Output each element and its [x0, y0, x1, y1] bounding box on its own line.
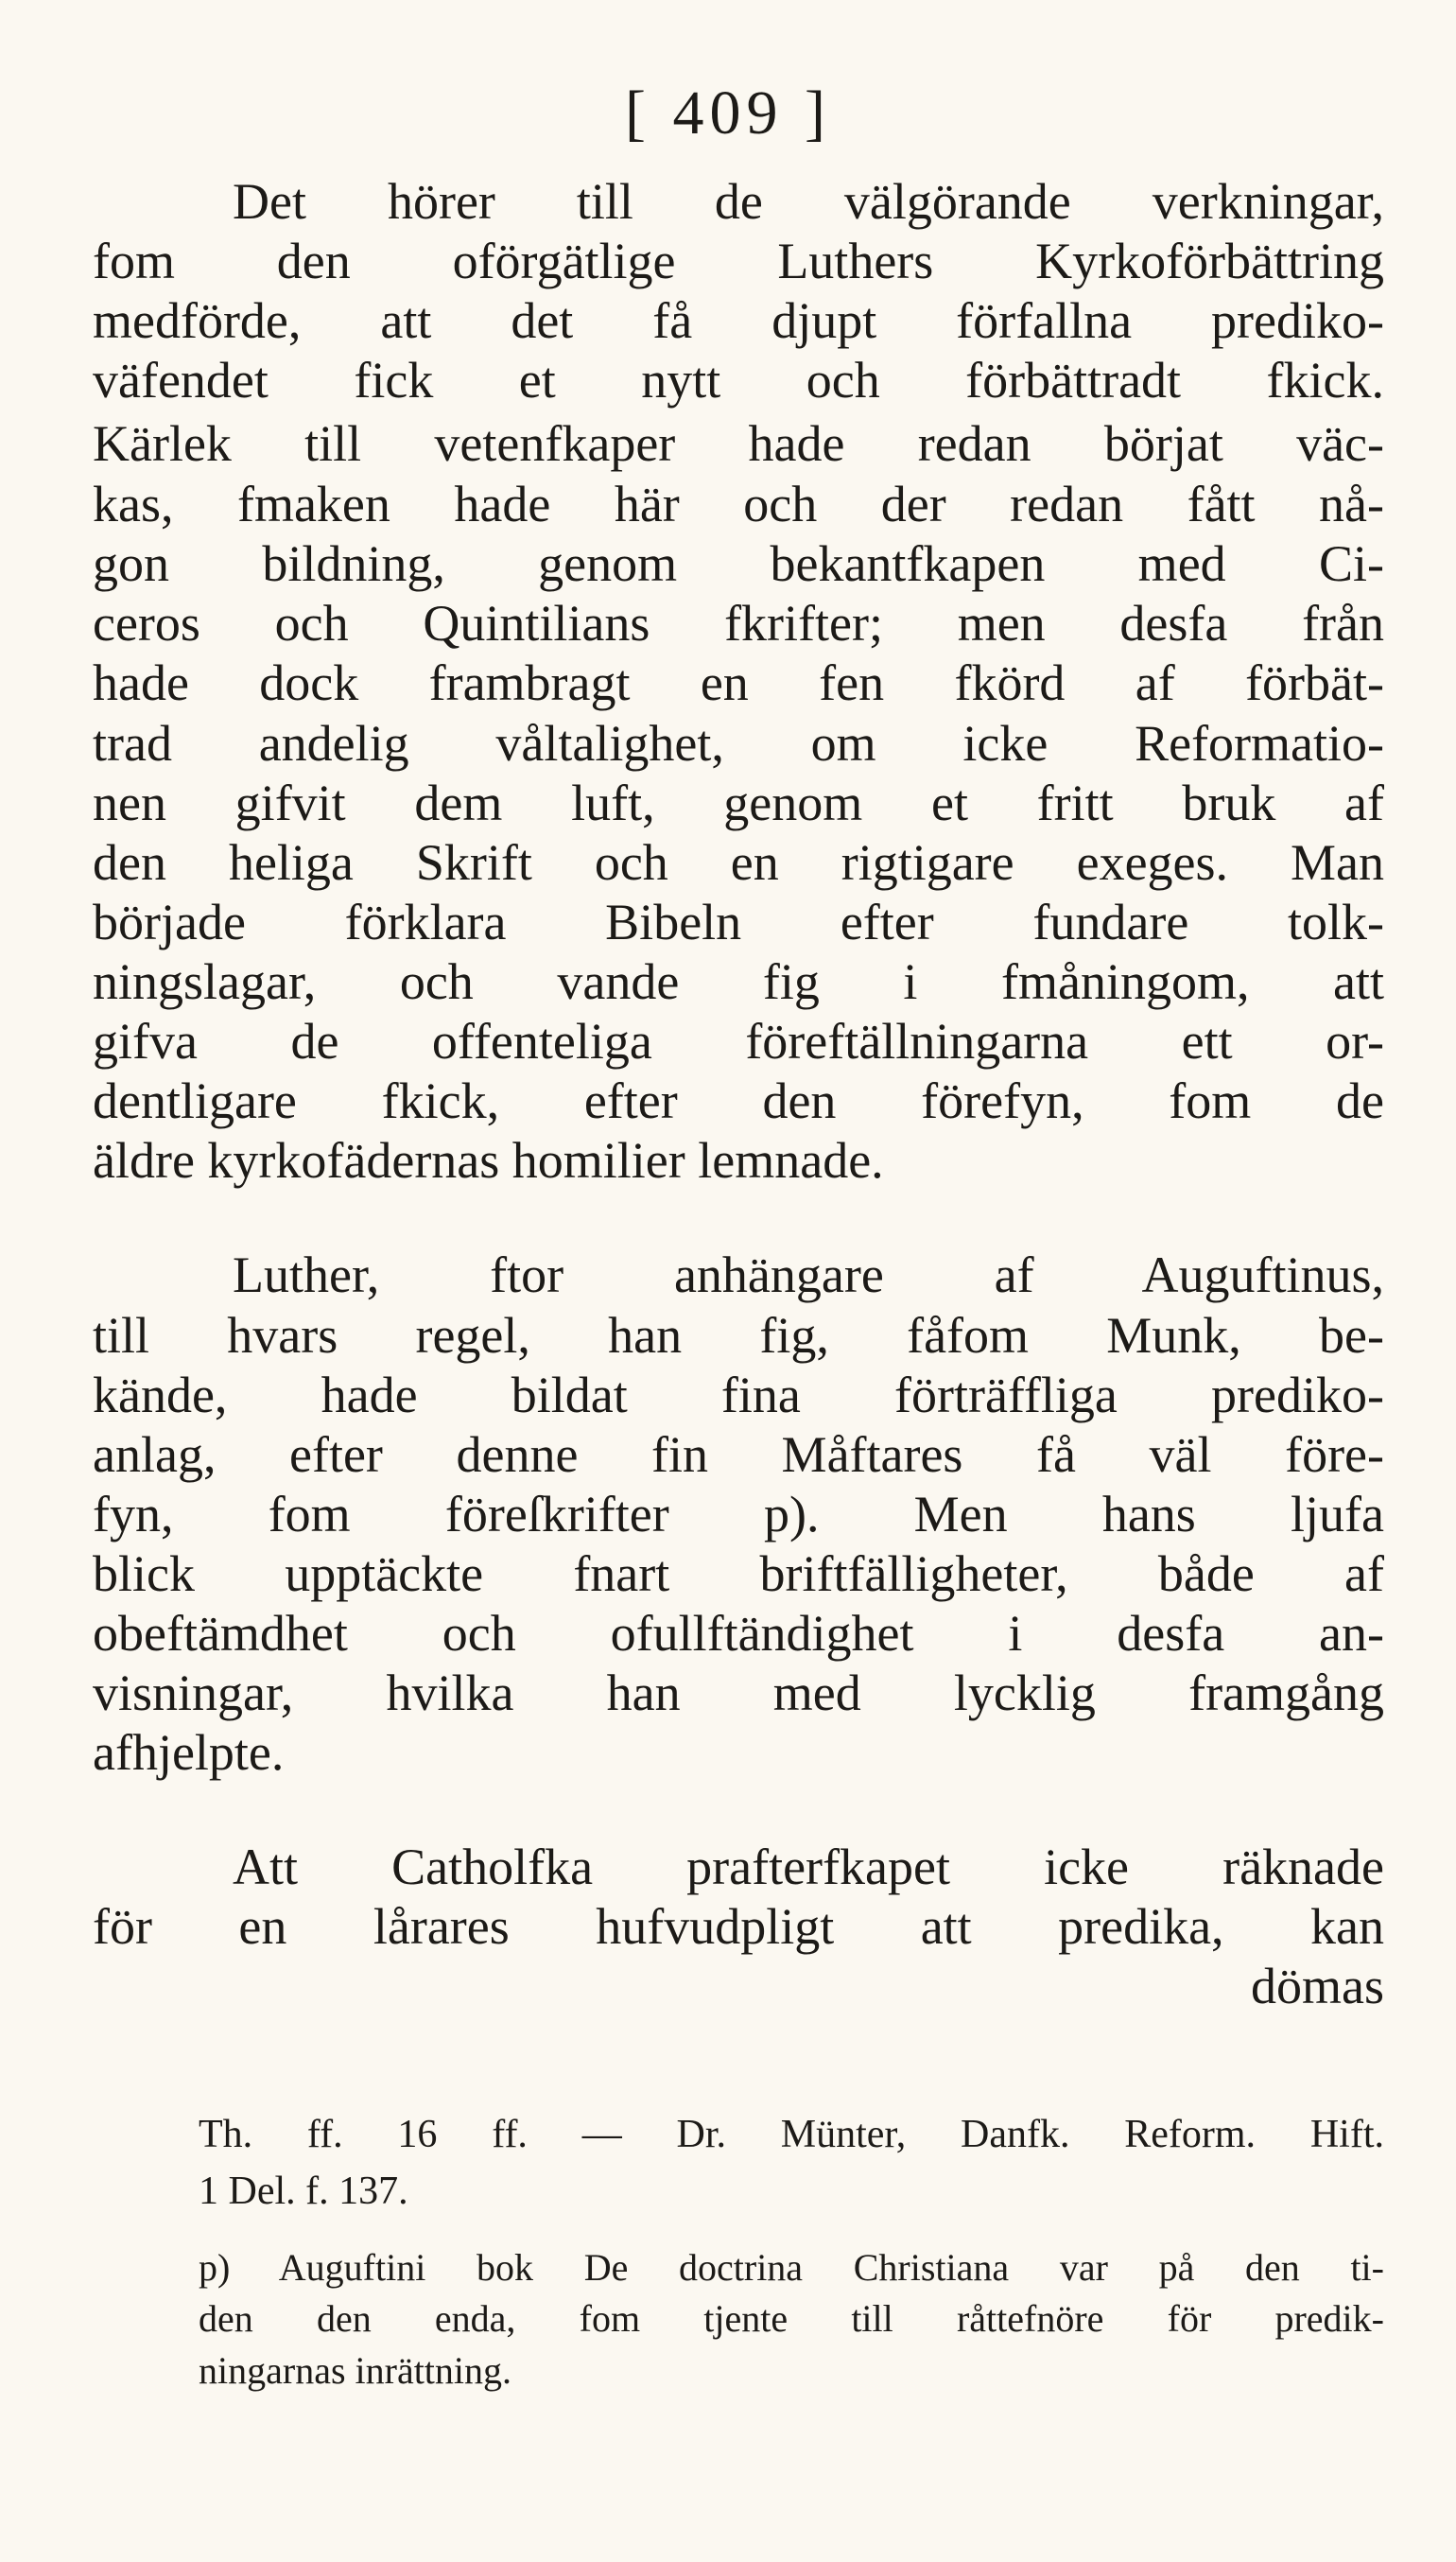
text-line: kas, fmaken hade här och der redan fått nå-: [93, 476, 1384, 532]
text-line: började förklara Bibeln efter fundare tolk-: [93, 894, 1384, 950]
text-line: nen gifvit dem luft, genom et fritt bruk af: [93, 775, 1384, 831]
footnote-line: p) Auguftini bok De doctrina Christiana var på den ti-: [199, 2246, 1384, 2289]
text-line: Det hörer till de välgörande verkningar,: [233, 173, 1384, 230]
text-line: blick upptäckte fnart briftfälligheter, både af: [93, 1545, 1384, 1602]
footnote-line: 1 Del. f. 137.: [199, 2170, 408, 2213]
footnote-line: den den enda, fom tjente till råttefnöre för predik-: [199, 2297, 1384, 2340]
footnote-line: ningarnas inrättning.: [199, 2349, 512, 2392]
text-line: väfendet fick et nytt och förbättradt fkick.: [93, 352, 1384, 409]
footnote-line: Th. ff. 16 ff. — Dr. Münter, Danfk. Reform. Hift.: [199, 2113, 1384, 2156]
text-line: ningslagar, och vande fig i fmåningom, att: [93, 953, 1384, 1010]
text-line: fom den oförgätlige Luthers Kyrkoförbättring: [93, 233, 1384, 289]
text-line: fyn, fom föreſkrifter p). Men hans ljufa: [93, 1486, 1384, 1542]
text-line: ceros och Quintilians fkrifter; men desfa från: [93, 595, 1384, 652]
text-line: äldre kyrkofädernas homilier lemnade.: [93, 1132, 884, 1189]
text-line: obeftämdhet och ofullftändighet i desfa an-: [93, 1605, 1384, 1662]
text-line: gifva de offenteliga föreftällningarna ett or-: [93, 1013, 1384, 1070]
text-line: visningar, hvilka han med lycklig framgång: [93, 1664, 1384, 1721]
catchword: dömas: [1251, 1958, 1384, 2014]
text-line: afhjelpte.: [93, 1724, 285, 1781]
text-line: den heliga Skrift och en rigtigare exeges. Man: [93, 834, 1384, 891]
text-line: anlag, efter denne fin Måftares få väl före-: [93, 1426, 1384, 1483]
text-line: hade dock frambragt en fen fkörd af förbät-: [93, 654, 1384, 711]
text-line: kände, hade bildat fina förträffliga prediko-: [93, 1367, 1384, 1423]
page-number: [ 409 ]: [625, 78, 831, 148]
text-line: Luther, ftor anhängare af Auguftinus,: [233, 1246, 1384, 1303]
text-line: Att Catholfka prafterfkapet icke räknade: [233, 1839, 1384, 1895]
text-line: trad andelig våltalighet, om icke Reformatio-: [93, 715, 1384, 772]
text-line: medförde, att det få djupt förfallna prediko-: [93, 292, 1384, 349]
text-line: för en lårares hufvudpligt att predika, kan: [93, 1898, 1384, 1955]
text-line: dentligare fkick, efter den förefyn, fom de: [93, 1072, 1384, 1129]
text-line: gon bildning, genom bekantfkapen med Ci-: [93, 535, 1384, 592]
text-line: till hvars regel, han fig, fåfom Munk, be-: [93, 1307, 1384, 1364]
text-line: Kärlek till vetenfkaper hade redan börjat väc-: [93, 415, 1384, 472]
